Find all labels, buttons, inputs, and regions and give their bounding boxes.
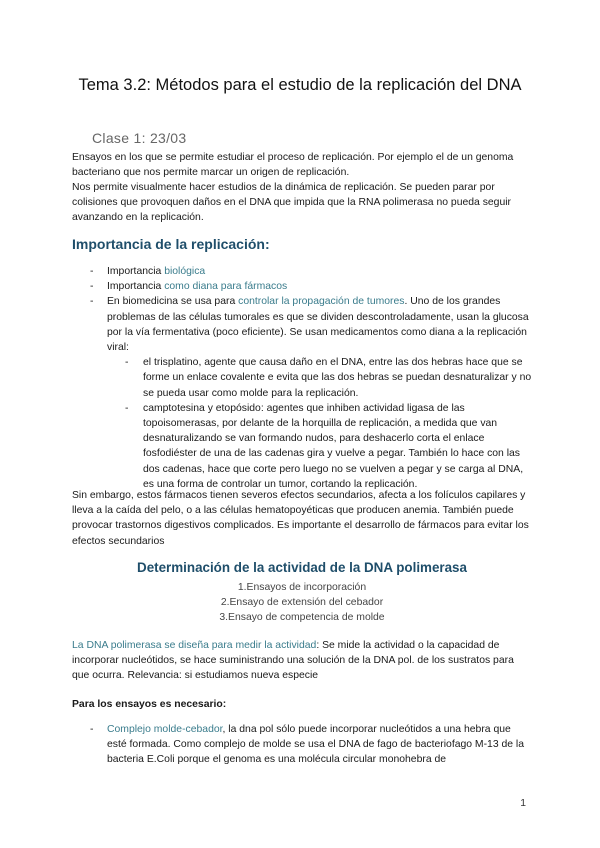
document-title: Tema 3.2: Métodos para el estudio de la replicación del DNA xyxy=(78,76,522,94)
polimerasa-paragraph: La DNA polimerasa se diseña para medir la actividad: Se mide la actividad o la capacidad de incorporar nucleótidos, se hace suministrando una solución de la DNA pol. de los sustratos para que ocurra. Relevancia: si estudiamos nueva especie xyxy=(72,640,514,682)
ensayo-3: 3.Ensayo de competencia de molde xyxy=(219,612,385,623)
closing-paragraph: Sin embargo, estos fármacos tienen severos efectos secundarios, afecta a los folículos capilares y lleva a la caída del pelo, o a las células hematopoyéticas que producen anemia. También puede provocar trastornos digestivos complicados. Es importante el desarrollo de fármacos para evitar los efectos secundarios xyxy=(72,490,529,547)
determinacion-heading: Determinación de la actividad de la DNA polimerasa xyxy=(137,560,467,575)
necesario-label: Para los ensayos es necesario: xyxy=(72,699,227,710)
list-item: - Importancia biológica xyxy=(72,264,532,279)
highlight-text: biológica xyxy=(164,266,206,277)
list-item: - Complejo molde-cebador, la dna pol sólo puede incorporar nucleótidos a una hebra que esté formada. Como complejo de molde se usa el DNA de fago de bacteriofago M-13 de la bacteria E.Coli porque el genoma es una molécula circular monohebra de xyxy=(72,722,532,768)
intro-paragraph-2: Nos permite visualmente hacer estudios de la dinámica de replicación. Se pueden parar por colisiones que provoquen daños en el DNA que impida que la RNA polimerasa no pueda seguir avanzando en la replicación. xyxy=(72,182,511,224)
sublist-item: - camptotesina y etopósido: agentes que inhiben actividad ligasa de las topoisomerasas, por delante de la horquilla de replicación, a medida que van desnaturalizando se van formando nudos, para deshacerlo corta el enlace fosfodiéster de una de las cadenas gira y vuelve a pegar. También lo hace con las dos cadenas, hace que corte pero luego no se vuelven a pegar y se carga al DNA, es una forma de controlar un tumor, cortando la replicación. xyxy=(107,401,532,492)
intro-paragraph-1: Ensayos en los que se permite estudiar el proceso de replicación. Por ejemplo el de un genoma bacteriano que nos permite marcar un origen de replicación. xyxy=(72,152,514,179)
highlight-text: controlar la propagación de tumores xyxy=(238,296,405,308)
ensayo-2: 2.Ensayo de extensión del cebador xyxy=(220,597,384,608)
clase-heading: Clase 1: 23/03 xyxy=(92,130,187,146)
list-item: - En biomedicina se usa para controlar la propagación de tumores. Uno de los grandes problemas de las células tumorales es que se dividen descontroladamente, usan la glucosa por la vía fermentativa (poco eficiente). Se usan medicamentos como diana a la replicación viral: - el trisplatino, agente que causa daño en el DNA, entre las dos hebras hace que se forme un enlace covalente e evita que las dos hebras se puedan desnaturalizar y no se pueda usar como molde para la replicación. - camptotesina y etopósido: agentes que inhiben actividad ligasa de las topoisomerasas, por delante de la horquilla de replicación, a medida que van desnaturalizando se van formando nudos, para deshacerlo corta el enlace fosfodiéster de una de las cadenas gira y vuelve a pegar. También lo hace con las dos cadenas, hace que corte pero luego no se vuelven a pegar y se carga al DNA, es una forma de controlar un tumor, cortando la replicación. xyxy=(72,294,532,492)
importancia-list xyxy=(72,264,532,492)
page-number: 1 xyxy=(520,798,526,809)
highlight-text: como diana para fármacos xyxy=(164,281,288,293)
drug-sublist xyxy=(107,355,532,492)
highlight-text: Complejo molde-cebador xyxy=(107,724,223,735)
sublist-item: - el trisplatino, agente que causa daño en el DNA, entre las dos hebras hace que se forme un enlace covalente e evita que las dos hebras se puedan desnaturalizar y no se pueda usar como molde para la replicación. xyxy=(107,355,532,401)
ensayo-1: 1.Ensayos de incorporación xyxy=(237,582,367,593)
importancia-heading: Importancia de la replicación: xyxy=(72,236,270,252)
list-item: - Importancia como diana para fármacos xyxy=(72,279,532,294)
highlight-text: La DNA polimerasa se diseña para medir la actividad xyxy=(72,640,317,651)
necesario-list xyxy=(72,722,532,768)
